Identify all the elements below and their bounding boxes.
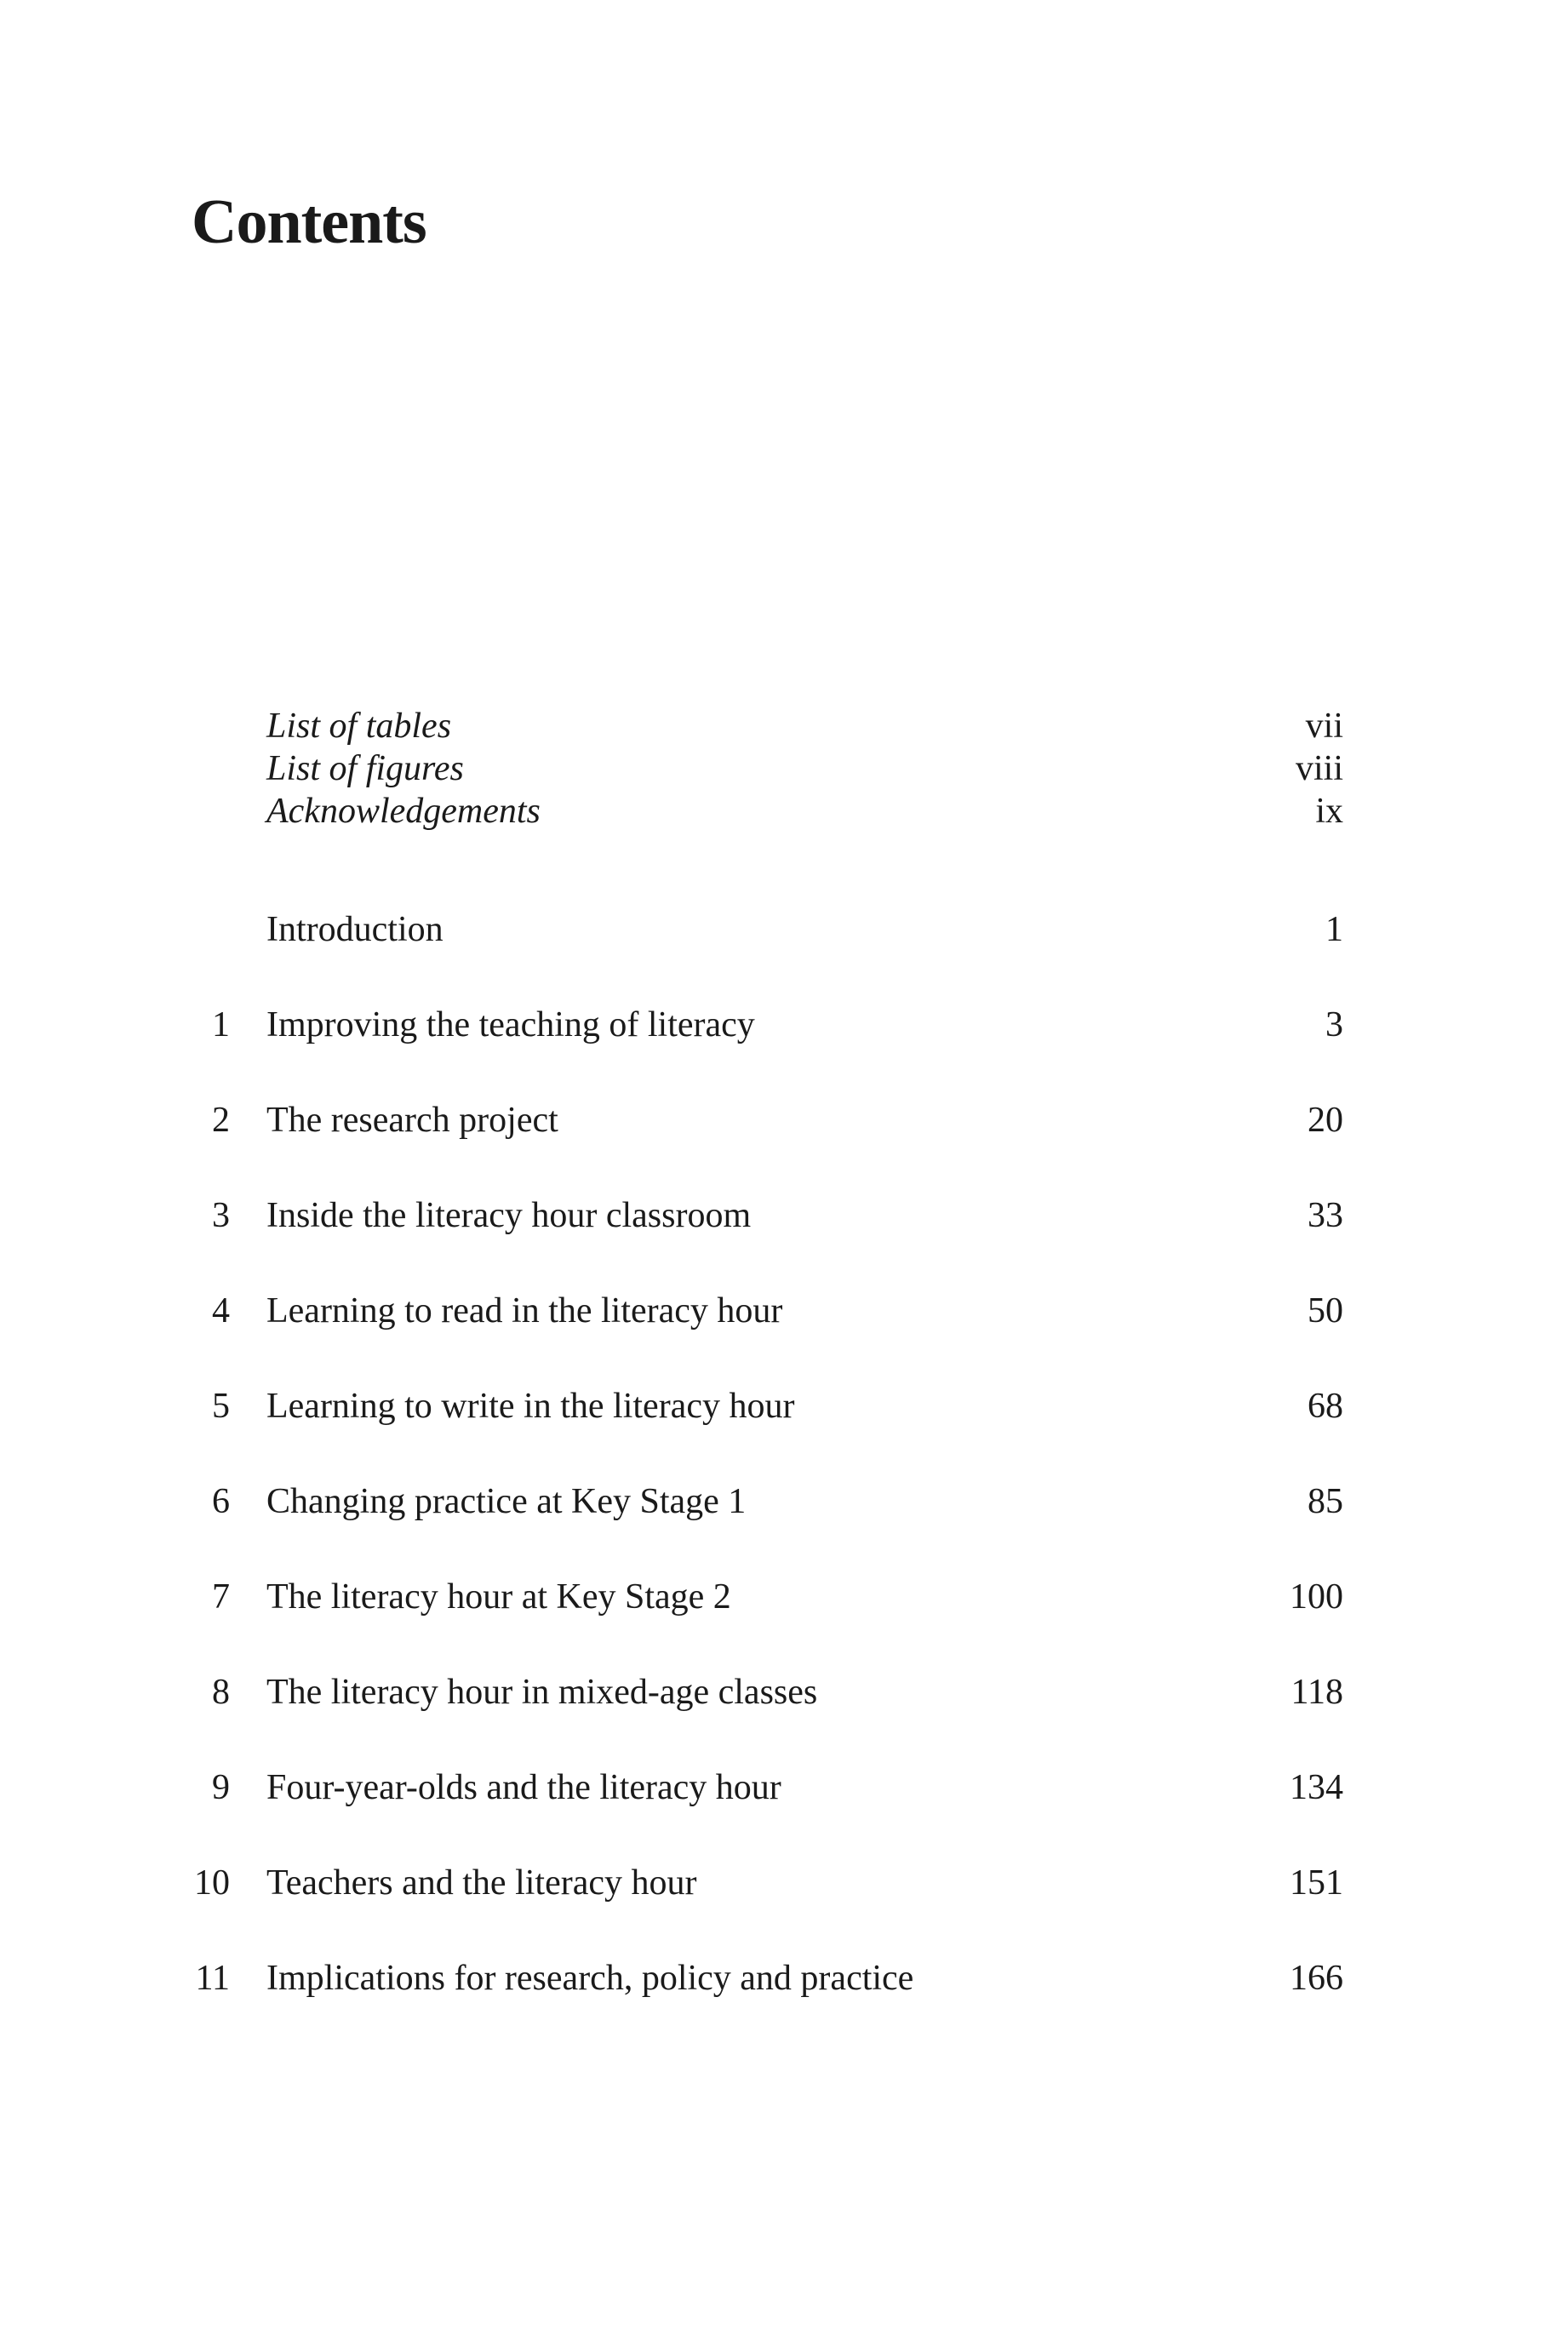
toc-entry-page: 166 bbox=[1290, 1959, 1343, 1998]
toc-entry-chapter-8[interactable] bbox=[0, 1668, 1568, 1716]
toc-entry-page: 3 bbox=[1325, 1005, 1343, 1044]
toc-entry-title: The research project bbox=[266, 1101, 558, 1140]
toc-entry-list-of-figures[interactable] bbox=[0, 747, 1568, 790]
toc-entry-page: 33 bbox=[1308, 1196, 1343, 1235]
toc-entry-chapter-7[interactable] bbox=[0, 1573, 1568, 1621]
toc-entry-chapter-6[interactable] bbox=[0, 1478, 1568, 1525]
toc-entry-chapter-2[interactable] bbox=[0, 1096, 1568, 1144]
chapter-number: 8 bbox=[212, 1673, 230, 1712]
chapter-number: 5 bbox=[212, 1387, 230, 1426]
toc-entry-page: 68 bbox=[1308, 1387, 1343, 1426]
toc-entry-acknowledgements[interactable] bbox=[0, 790, 1568, 833]
toc-entry-chapter-10[interactable] bbox=[0, 1859, 1568, 1907]
toc-entry-title: Acknowledgements bbox=[266, 792, 541, 831]
toc-entry-page: 100 bbox=[1290, 1577, 1343, 1617]
toc-entry-page: 1 bbox=[1325, 910, 1343, 949]
toc-entry-title: Inside the literacy hour classroom bbox=[266, 1196, 752, 1235]
toc-entry-page: vii bbox=[1305, 707, 1343, 746]
toc-entry-title: Teachers and the literacy hour bbox=[266, 1863, 697, 1903]
chapter-number: 11 bbox=[195, 1959, 230, 1998]
chapter-number: 6 bbox=[212, 1482, 230, 1521]
toc-entry-page: ix bbox=[1315, 792, 1343, 831]
toc-entry-title: Improving the teaching of literacy bbox=[266, 1005, 755, 1044]
toc-entry-title: Implications for research, policy and practice bbox=[266, 1959, 914, 1998]
toc-entry-title: Learning to write in the literacy hour bbox=[266, 1387, 795, 1426]
chapter-number: 9 bbox=[212, 1768, 230, 1807]
page-title: Contents bbox=[192, 187, 426, 257]
toc-entry-title: List of tables bbox=[266, 707, 452, 746]
toc-entry-title: Learning to read in the literacy hour bbox=[266, 1291, 783, 1331]
chapter-number: 1 bbox=[212, 1005, 230, 1044]
chapter-number: 7 bbox=[212, 1577, 230, 1617]
toc-entry-chapter-5[interactable] bbox=[0, 1382, 1568, 1430]
toc-entry-page: 151 bbox=[1290, 1863, 1343, 1903]
toc-entry-chapter-4[interactable] bbox=[0, 1287, 1568, 1335]
toc-entry-title: Changing practice at Key Stage 1 bbox=[266, 1482, 747, 1521]
chapter-number: 2 bbox=[212, 1101, 230, 1140]
chapter-number: 10 bbox=[194, 1863, 230, 1903]
toc-entry-title: Introduction bbox=[266, 910, 444, 949]
toc-entry-page: 134 bbox=[1290, 1768, 1343, 1807]
toc-entry-list-of-tables[interactable] bbox=[0, 705, 1568, 747]
toc-entry-page: 20 bbox=[1308, 1101, 1343, 1140]
toc-entry-page: 118 bbox=[1290, 1673, 1343, 1712]
toc-entry-chapter-11[interactable] bbox=[0, 1954, 1568, 2002]
toc-entry-page: viii bbox=[1295, 749, 1343, 788]
toc-entry-title: Four-year-olds and the literacy hour bbox=[266, 1768, 781, 1807]
chapter-number: 4 bbox=[212, 1291, 230, 1331]
toc-entry-chapter-3[interactable] bbox=[0, 1192, 1568, 1239]
toc-entry-chapter-9[interactable] bbox=[0, 1764, 1568, 1811]
chapter-number: 3 bbox=[212, 1196, 230, 1235]
toc-entry-title: List of figures bbox=[266, 749, 464, 788]
toc-entry-page: 50 bbox=[1308, 1291, 1343, 1331]
toc-entry-introduction[interactable] bbox=[0, 906, 1568, 953]
toc-entry-title: The literacy hour at Key Stage 2 bbox=[266, 1577, 731, 1617]
toc-entry-title: The literacy hour in mixed-age classes bbox=[266, 1673, 818, 1712]
toc-entry-chapter-1[interactable] bbox=[0, 1001, 1568, 1049]
toc-entry-page: 85 bbox=[1308, 1482, 1343, 1521]
